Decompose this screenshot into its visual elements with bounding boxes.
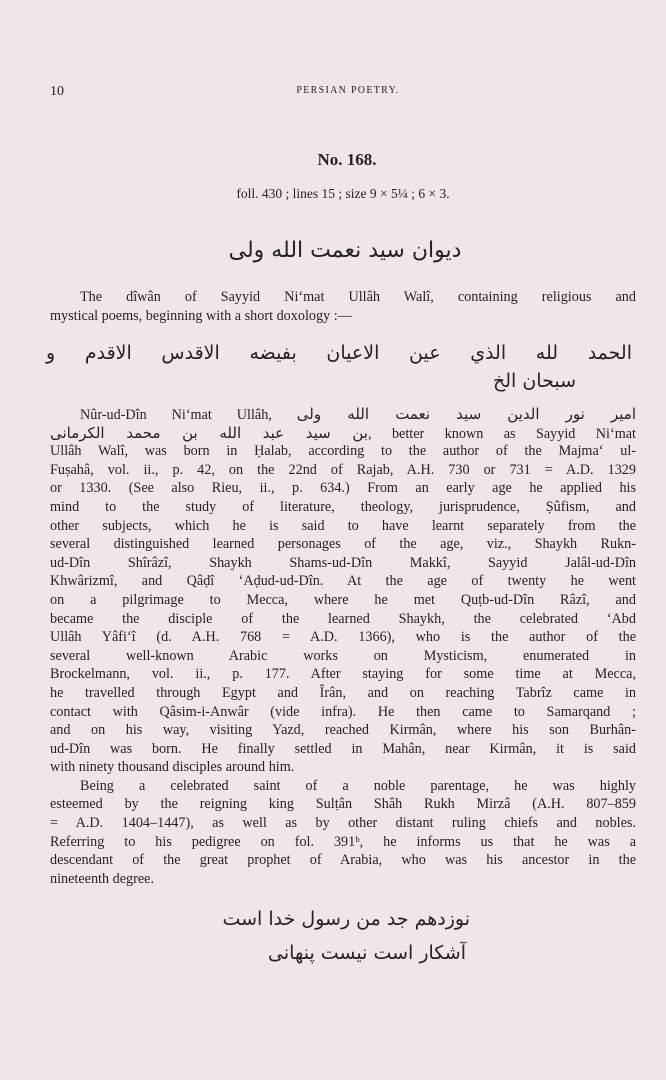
text-line: Brockelmann, vol. ii., p. 177. After staying for some time at Mecca,	[50, 666, 636, 683]
biography-paragraph	[50, 405, 636, 888]
text-line: mind to the study of literature, theology, jurisprudence, Ṣûfism, and	[50, 498, 636, 515]
text-line: other subjects, which he is said to have learnt separately from the	[50, 517, 636, 534]
running-head: PERSIAN POETRY.	[296, 85, 400, 96]
text-line	[50, 405, 636, 424]
verse-line-1: نوزدهم جد من رسول خدا است	[222, 908, 470, 930]
text-line: Ullâh Walî, was born in Ḥalab, according to the author of the Majma‘ ul-	[50, 443, 636, 460]
page-header	[50, 84, 636, 104]
name-latin: Nûr-ud-Dîn Ni‘mat Ullâh,	[80, 407, 272, 423]
intro-paragraph	[50, 288, 636, 325]
persian-title: دیوان سید نعمت الله ولی	[228, 238, 462, 263]
text-line: ud-Dîn Shîrâzî, Shaykh Shams-ud-Dîn Makkî, Sayyid Jalâl-ud-Dîn	[50, 554, 636, 571]
text-line: ud-Dîn was born. He finally settled in Mahân, near Kirmân, it is said	[50, 740, 636, 757]
text-line: mystical poems, beginning with a short doxology :—	[50, 307, 352, 324]
text-line: and on his way, visiting Yazd, reached Kirmân, where his son Burhân-	[50, 722, 636, 739]
name-latin-cont: , better known as Sayyid Ni‘mat	[367, 425, 636, 442]
text-line: descendant of the great prophet of Arabia, who was his ancestor in the	[50, 852, 636, 869]
name-persian-cont: بن سید عبد الله بن محمد الکرمانی	[50, 423, 368, 442]
text-line: Khwârizmî, and Qâḍî ‘Aḍud-ud-Dîn. At the age of twenty he went	[50, 573, 636, 590]
collation: foll. 430 ; lines 15 ; size 9 × 5¼ ; 6 × 3.	[236, 186, 450, 201]
page-number: 10	[50, 84, 64, 99]
name-persian: امیر نور الدین سید نعمت الله ولی	[296, 405, 637, 423]
text-line: became the disciple of the learned Shaykh, the celebrated ‘Abd	[50, 610, 636, 627]
entry-number: No. 168.	[317, 150, 377, 169]
text-line: with ninety thousand disciples around him.	[50, 759, 295, 776]
text-line: esteemed by the reigning king Sulṭân Shâh Rukh Mirzâ (A.H. 807–859	[50, 796, 636, 813]
text-line: The dîwân of Sayyid Ni‘mat Ullâh Walî, containing religious and	[80, 289, 636, 305]
text-line: = A.D. 1404–1447), as well as by other distant ruling chiefs and nobles.	[50, 815, 636, 832]
text-line: nineteenth degree.	[50, 870, 154, 887]
text-line: several distinguished learned personages of the age, viz., Shaykh Rukn-	[50, 536, 636, 553]
text-line: or 1330. (See also Rieu, ii., p. 634.) From an early age he applied his	[50, 480, 636, 497]
text-line: Referring to his pedigree on fol. 391ᵇ, he informs us that he was a	[50, 833, 636, 850]
text-line: he travelled through Egypt and Îrân, and on reaching Tabrîz came in	[50, 684, 636, 701]
text-line: several well-known Arabic works on Mysticism, enumerated in	[50, 647, 636, 664]
text-line: contact with Qâsim-i-Anwâr (vide infra). He then came to Samarqand ;	[50, 703, 636, 720]
doxology-line-2: سبحان الخ	[492, 370, 576, 392]
text-line: Ullâh Yâfi‘î (d. A.H. 768 = A.D. 1366), who is the author of the	[50, 629, 636, 646]
text-line: Being a celebrated saint of a noble parentage, he was highly	[80, 777, 636, 794]
doxology-line-1: الحمد لله الذي عين الاعيان بفيضه الاقدس الاقدم و	[46, 342, 632, 364]
text-line	[50, 424, 636, 443]
verse-line-2: آشکار است نیست پنهانی	[268, 942, 466, 964]
text-line: Fuṣahâ, vol. ii., p. 42, on the 22nd of Rajab, A.H. 730 or 731 = A.D. 1329	[50, 461, 636, 478]
text-line: on a pilgrimage to Mecca, where he met Quṭb-ud-Dîn Râzî, and	[50, 591, 636, 608]
